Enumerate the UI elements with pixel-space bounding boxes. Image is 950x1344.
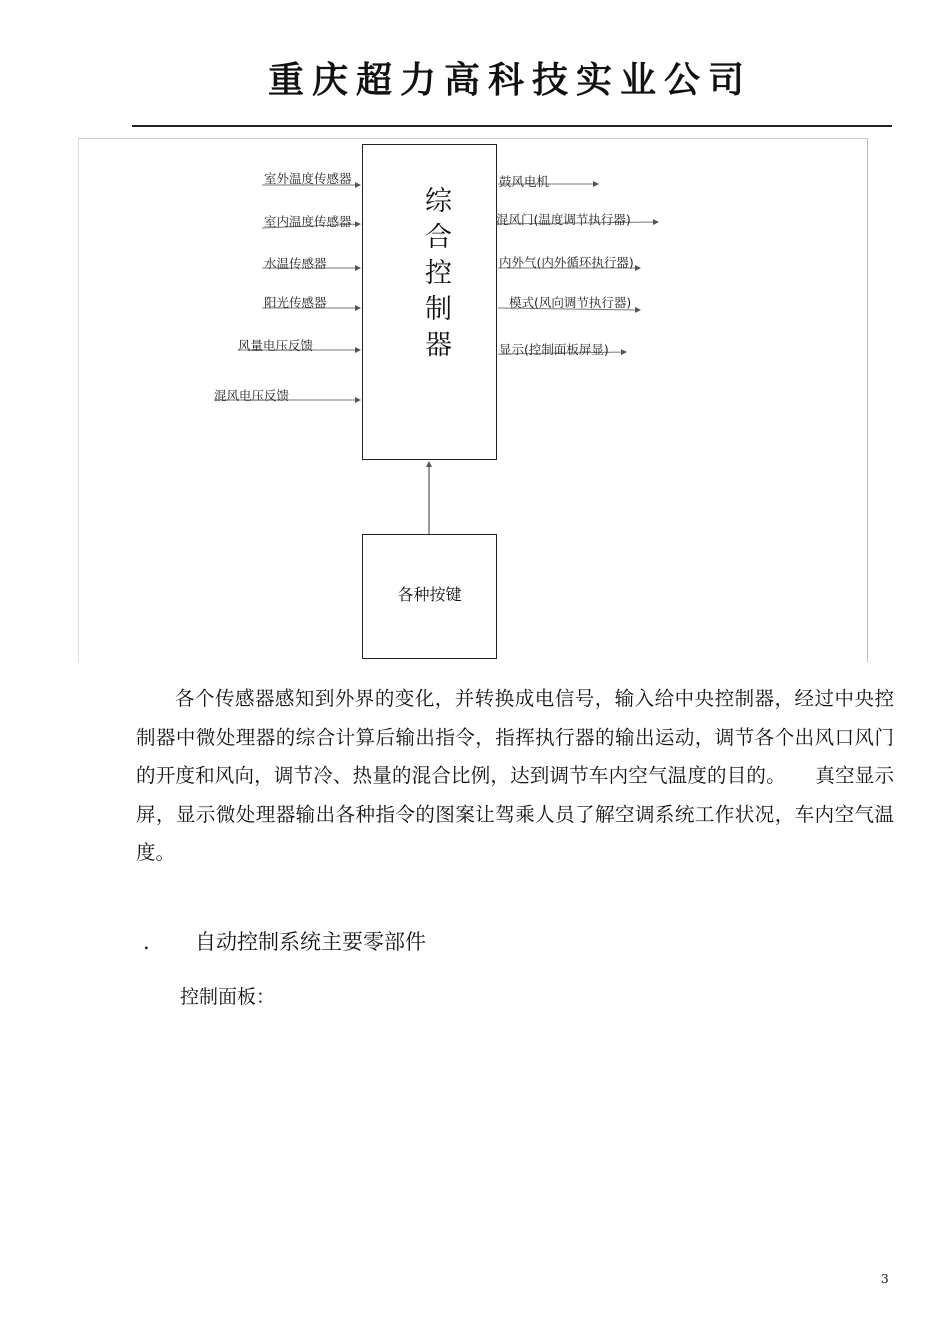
section-number: .	[143, 930, 150, 954]
output-label-display: 显示(控制面板屏显)	[499, 342, 609, 357]
input-label-outdoor-temp: 室外温度传感器	[264, 171, 352, 186]
output-label-blower: 鼓风电机	[499, 174, 550, 189]
body-paragraph: 各个传感器感知到外界的变化，并转换成电信号，输入给中央控制器，经过中央控制器中微处理器的综合计算后输出指令，指挥执行器的输出运动，调节各个出风口风门的开度和风向，调节冷、热量的混合比例，达到调节车内空气温度的目的。 真空显示屏，显示微处理器输出各种指令的图案让驾乘人员了解空调系统工作状况，车内空气温度。	[136, 687, 894, 864]
input-label-airflow-voltage: 风量电压反馈	[238, 338, 314, 353]
page-number: 3	[881, 1272, 889, 1286]
section-heading	[143, 926, 426, 956]
input-label-mix-voltage: 混风电压反馈	[214, 388, 290, 403]
input-label-water-temp: 水温传感器	[264, 256, 327, 271]
output-label-mode: 模式(风向调节执行器)	[509, 295, 632, 310]
section-title: 自动控制系统主要零部件	[195, 930, 426, 954]
company-title: 重庆超力高科技实业公司	[267, 59, 752, 101]
keys-box-label: 各种按键	[397, 585, 462, 604]
input-label-indoor-temp: 室内温度传感器	[264, 214, 352, 229]
output-label-mix-door: 混风门(温度调节执行器)	[496, 212, 631, 227]
output-label-recirc: 内外气(内外循环执行器)	[499, 255, 634, 270]
sub-heading: 控制面板：	[180, 986, 276, 1008]
input-label-sunlight: 阳光传感器	[264, 295, 327, 310]
controller-box-label: 综合控制器	[420, 186, 451, 366]
